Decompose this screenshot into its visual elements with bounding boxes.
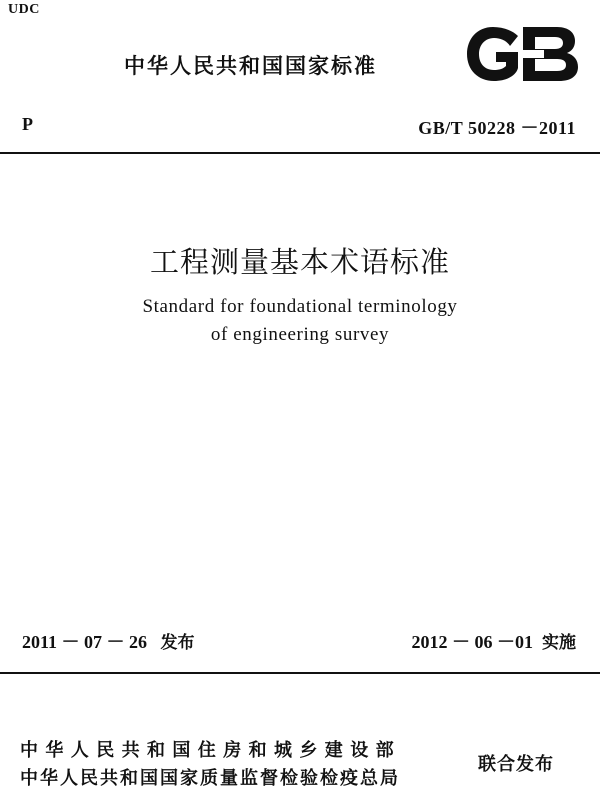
implement-date-row xyxy=(412,628,577,654)
english-title-line1: Standard for foundational terminology xyxy=(142,296,458,317)
bottom-divider xyxy=(0,672,600,674)
category-code: P xyxy=(22,114,33,134)
issue-date-row xyxy=(22,628,195,654)
issue-label: 发布 xyxy=(160,633,195,653)
implement-date: 2012 － 06 －01 xyxy=(411,632,533,652)
joint-release-label: 联合发布 xyxy=(478,754,554,775)
gb-logo-icon xyxy=(462,22,582,86)
chinese-title: 工程测量基本术语标准 xyxy=(149,245,450,279)
implement-label: 实施 xyxy=(542,633,576,653)
issue-date: 2011 － 07 － 26 xyxy=(22,632,148,652)
national-standard-heading: 中华人民共和国国家标准 xyxy=(124,54,377,78)
publisher-ministry: 中华人民共和国住房和城乡建设部 xyxy=(20,740,401,761)
top-divider xyxy=(0,152,600,154)
english-title-line2: of engineering survey xyxy=(210,324,390,345)
udc-label: UDC xyxy=(8,2,40,17)
standard-number: GB/T 50228 －2011 xyxy=(418,118,576,138)
publisher-aqsiq: 中华人民共和国国家质量监督检验检疫总局 xyxy=(20,768,400,789)
